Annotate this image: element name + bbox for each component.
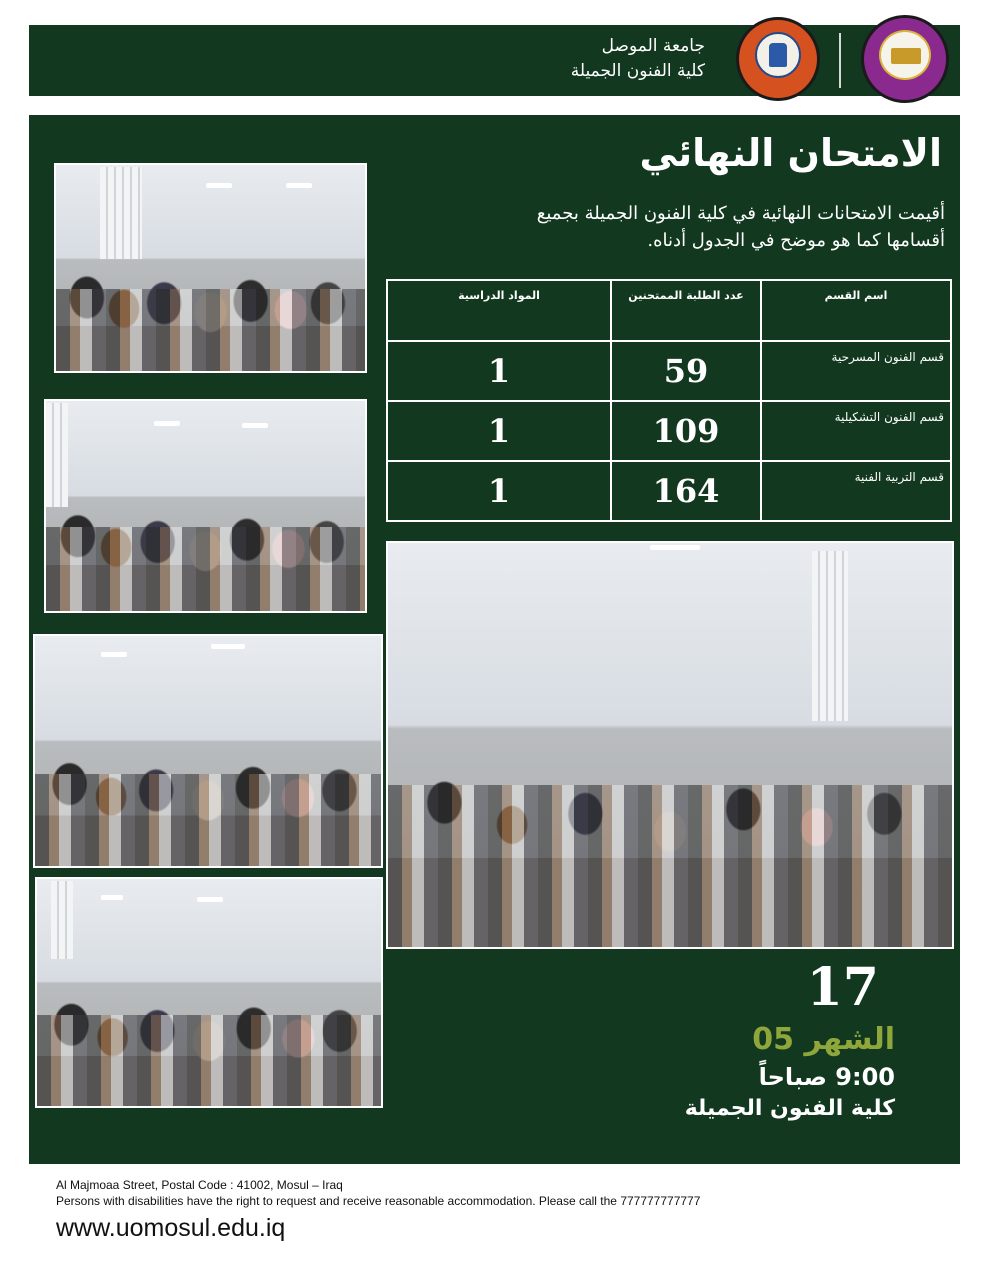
footer-accommodation-note: Persons with disabilities have the right to request and receive reasonable accommodation. Please call the 777777777777 bbox=[56, 1194, 701, 1208]
exam-month: الشهر 05 bbox=[752, 1022, 895, 1057]
exam-photo-1 bbox=[54, 163, 367, 373]
exam-photo-3 bbox=[33, 634, 383, 868]
table-row bbox=[387, 341, 951, 401]
header-bar bbox=[29, 25, 960, 96]
exam-time: 9:00 صباحاً bbox=[758, 1063, 895, 1091]
header-text bbox=[571, 34, 705, 84]
exam-place: كلية الفنون الجميلة bbox=[684, 1096, 895, 1121]
logo-divider bbox=[839, 33, 841, 88]
header-students: عدد الطلبة الممتحنين bbox=[611, 280, 761, 341]
subject-count: 1 bbox=[387, 461, 611, 521]
header-department: اسم القسم bbox=[761, 280, 951, 341]
exam-day: 17 bbox=[806, 957, 879, 1018]
college-name: كلية الفنون الجميلة bbox=[570, 61, 705, 81]
website-link[interactable]: www.uomosul.edu.iq bbox=[56, 1214, 286, 1242]
exam-photo-4 bbox=[35, 877, 383, 1108]
footer-address: Al Majmoaa Street, Postal Code : 41002, Mosul – Iraq bbox=[56, 1178, 343, 1192]
intro-text: أقيمت الامتحانات النهائية في كلية الفنون الجميلة بجميع أقسامها كما هو موضح في الجدول أدناه. bbox=[536, 203, 945, 251]
page-title: الامتحان النهائي bbox=[639, 131, 942, 175]
department-name: قسم التربية الفنية bbox=[761, 461, 951, 521]
department-name: قسم الفنون المسرحية bbox=[761, 341, 951, 401]
student-count: 164 bbox=[611, 461, 761, 521]
university-logo-icon bbox=[736, 17, 820, 101]
exam-photo-main bbox=[386, 541, 954, 949]
college-logo-icon bbox=[861, 15, 949, 103]
table-row bbox=[387, 401, 951, 461]
table-header-row bbox=[387, 280, 951, 341]
subject-count: 1 bbox=[387, 341, 611, 401]
table-row bbox=[387, 461, 951, 521]
exam-table bbox=[386, 279, 952, 522]
student-count: 59 bbox=[611, 341, 761, 401]
exam-photo-2 bbox=[44, 399, 367, 613]
university-name: جامعة الموصل bbox=[601, 36, 705, 56]
student-count: 109 bbox=[611, 401, 761, 461]
department-name: قسم الفنون التشكيلية bbox=[761, 401, 951, 461]
header-subjects: المواد الدراسية bbox=[387, 280, 611, 341]
subject-count: 1 bbox=[387, 401, 611, 461]
